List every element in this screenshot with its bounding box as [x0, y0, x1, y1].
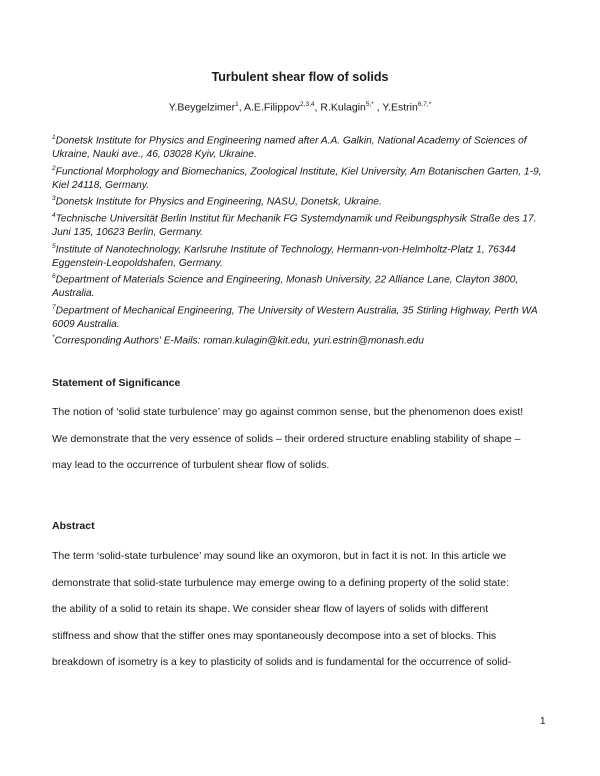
significance-paragraph — [52, 399, 548, 479]
author-affiliation-marker: 1 — [235, 101, 239, 108]
affiliation-text: Department of Mechanical Engineering, The University of Western Australia, 35 Stirling Highway, Perth WA 6009 Australia. — [52, 305, 538, 330]
affiliation-text: Corresponding Authors' E-Mails: roman.kulagin@kit.edu, yuri.estrin@monash.edu — [54, 335, 424, 347]
text-line: The term ‘solid-state turbulence’ may sound like an oxymoron, but in fact it is not. In this article we — [52, 550, 507, 562]
affiliation-marker: 5 — [52, 242, 56, 250]
author-separator: , — [314, 101, 321, 114]
affiliation — [52, 162, 552, 193]
affiliation-text: Department of Materials Science and Engineering, Monash University, 22 Alliance Lane, Clayton 3800, Australia. — [52, 274, 519, 300]
author-name: R.Kulagin — [320, 101, 366, 114]
author-affiliation-marker: 5,* — [365, 101, 374, 108]
author-affiliation-marker: 6,7,* — [417, 101, 432, 108]
author-separator: , — [373, 101, 383, 114]
author-separator: , — [238, 101, 245, 114]
affiliation — [52, 131, 552, 162]
paper-title: Turbulent shear flow of solids — [211, 70, 389, 84]
affiliation-text: Institute of Nanotechnology, Karlsruhe Institute of Technology, Hermann-von-Helmholtz-Platz 1, 76344 Eggenstein-Leopoldshafen, Germany. — [52, 244, 516, 269]
affiliation-text: Functional Morphology and Biomechanics, Zoological Institute, Kiel University, Am Botanischen Garten, 1-9, Kiel 24118, Germany. — [52, 165, 542, 191]
text-line: demonstrate that solid-state turbulence may emerge owing to a defining property of the solid state: — [52, 576, 510, 589]
affiliation-list — [52, 131, 552, 348]
affiliation-marker: * — [52, 334, 55, 342]
affiliation — [52, 240, 552, 271]
author-name: Y.Estrin — [382, 101, 418, 114]
author-name: A.E.Filippov — [244, 101, 301, 114]
significance-heading: Statement of Significance — [52, 377, 181, 389]
affiliation — [52, 270, 552, 301]
affiliation-marker: 2 — [52, 164, 56, 172]
author-affiliation-marker: 2,3,4 — [300, 101, 315, 108]
affiliation-marker: 4 — [52, 212, 56, 220]
text-line: stiffness and show that the stiffer ones may spontaneously decompose into a set of blocks. This — [52, 629, 497, 642]
affiliation — [52, 192, 552, 209]
affiliation-text: Donetsk Institute for Physics and Engineering, NASU, Donetsk, Ukraine. — [55, 196, 382, 208]
affiliation-marker: 3 — [52, 195, 56, 203]
abstract-heading: Abstract — [52, 520, 95, 532]
affiliation — [52, 301, 552, 332]
affiliation — [52, 209, 552, 240]
author-name: Y.Beygelzimer — [168, 101, 236, 114]
affiliation-marker: 7 — [52, 303, 56, 311]
text-line: the ability of a solid to retain its shape. We consider shear flow of layers of solids with different — [52, 603, 489, 615]
author-list — [0, 101, 600, 114]
text-line: The notion of ‘solid state turbulence’ may go against common sense, but the phenomenon does exist! — [52, 406, 524, 418]
affiliation-text: Donetsk Institute for Physics and Engineering named after A.A. Galkin, National Academy of Sciences of Ukraine, Nauki ave., 46, 03028 Kyiv, Ukraine. — [52, 135, 527, 160]
text-line: We demonstrate that the very essence of solids – their ordered structure enabling stability of shape – — [52, 432, 521, 445]
abstract-paragraph — [52, 543, 548, 676]
text-line: breakdown of isometry is a key to plasticity of solids and is fundamental for the occurrence of solid- — [52, 656, 512, 668]
page-number: 1 — [540, 716, 546, 727]
corresponding-author-note — [52, 331, 552, 348]
text-line: may lead to the occurrence of turbulent shear flow of solids. — [52, 459, 330, 471]
affiliation-marker: 6 — [52, 273, 56, 281]
affiliation-marker: 1 — [52, 134, 56, 141]
affiliation-text: Technische Universität Berlin Institut für Mechanik FG Systemdynamik und Reibungsphysik Straße des 17. Juni 135, 10623 Berlin, Germany. — [52, 213, 537, 239]
